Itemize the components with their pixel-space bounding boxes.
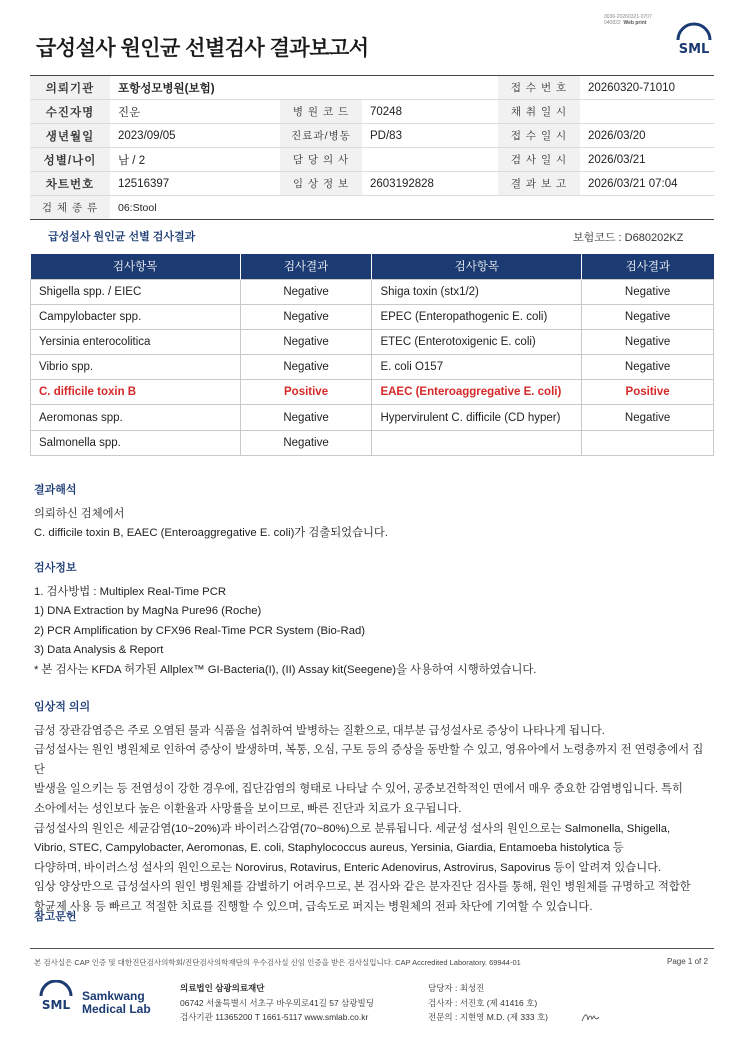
info-row-birth — [30, 124, 714, 148]
brand-name: Samkwang Medical Lab — [82, 989, 151, 1016]
clinical-line: Vibrio, STEC, Campylobacter, Aeromonas, E. coli, Staphylococcus aureus, Yersinia, Giardia, Entamoeba histolytica 등 — [34, 842, 624, 855]
page-title: 급성설사 원인균 선별검사 결과보고서 — [36, 37, 369, 60]
references-heading: 참고문헌 — [34, 911, 77, 923]
method-line: 2) PCR Amplification by CFX96 Real-Time PCR System (Bio-Rad) — [34, 624, 366, 637]
test-item-positive: C. difficile toxin B — [31, 380, 241, 405]
test-result-positive: Positive — [582, 380, 714, 405]
clinical-line: 다양하며, 바이러스성 설사의 원인으로는 Norovirus, Rotavirus, Enteric Adenovirus, Astrovirus, Sapovirus 등이 알려져 있습니다. — [34, 861, 662, 874]
header-result-1: 검사결과 — [240, 254, 372, 279]
label-birth-date: 생년월일 — [30, 124, 110, 147]
test-item: Yersinia enterocolitica — [31, 329, 241, 354]
value-report-date: 2026/03/21 07:04 — [588, 177, 678, 190]
test-result: Negative — [582, 355, 714, 380]
references-section — [34, 908, 714, 932]
info-row-sex-age — [30, 148, 714, 172]
test-item: ETEC (Enterotoxigenic E. coli) — [372, 329, 582, 354]
label-report-date: 결 과 보 고 — [498, 172, 580, 195]
patient-info-table — [30, 75, 714, 220]
value-clinical-info: 2603192828 — [370, 177, 434, 190]
test-result: Negative — [582, 279, 714, 304]
test-item: Shigella spp. / EIEC — [31, 279, 241, 304]
label-receipt-no: 접 수 번 호 — [498, 76, 580, 99]
table-row-positive — [31, 380, 714, 405]
test-result: Negative — [240, 355, 372, 380]
footer-divider — [30, 948, 714, 949]
interpretation-section — [34, 481, 714, 544]
test-item: E. coli O157 — [372, 355, 582, 380]
header-result-2: 검사결과 — [582, 254, 714, 279]
org-address: 06742 서울특별시 서초구 바우뫼로41길 57 삼광빌딩 — [180, 997, 374, 1008]
method-heading: 검사정보 — [34, 562, 77, 574]
label-doctor: 담 당 의 사 — [280, 148, 362, 171]
clinical-heading: 임상적 의의 — [34, 701, 91, 713]
method-line: 1) DNA Extraction by MagNa Pure96 (Roche) — [34, 605, 262, 618]
info-row-chart — [30, 172, 714, 196]
method-line: 3) Data Analysis & Report — [34, 644, 164, 657]
svg-text:SML: SML — [678, 42, 710, 57]
value-birth-date: 2023/09/05 — [118, 129, 176, 142]
value-specimen-type: 06:Stool — [118, 201, 157, 214]
accreditation-note: 본 검사실은 CAP 인증 및 대한진단검사의학회/진단검사의학재단의 우수검사실 신임 인증을 받은 검사실입니다. CAP Accredited Laboratory. 69944-01 — [34, 958, 521, 967]
info-row-specimen — [30, 196, 714, 220]
label-collection-date: 채 취 일 시 — [498, 100, 580, 123]
value-test-date: 2026/03/21 — [588, 153, 646, 166]
table-row — [31, 405, 714, 430]
method-line: 1. 검사방법 : Multiplex Real-Time PCR — [34, 585, 227, 598]
label-hospital-code: 병 원 코 드 — [280, 100, 362, 123]
value-hospital-code: 70248 — [370, 105, 402, 118]
label-test-date: 검 사 일 시 — [498, 148, 580, 171]
clinical-line: 급성설사는 원인 병원체로 인하여 증상이 발생하며, 복통, 오심, 구토 등의 증상을 동반할 수 있고, 영유아에서 노령층까지 전 연령층에서 집단 — [34, 744, 704, 776]
test-result: Negative — [582, 405, 714, 430]
test-result: Negative — [582, 329, 714, 354]
value-receipt-date: 2026/03/20 — [588, 129, 646, 142]
test-result: Negative — [240, 329, 372, 354]
svg-text:SML: SML — [41, 998, 71, 1012]
clinical-line: 소아에서는 성인보다 높은 이환율과 사망률을 보이므로, 빠른 진단과 치료가 요구됩니다. — [34, 802, 462, 815]
value-receipt-no: 20260320-71010 — [588, 81, 675, 94]
interpretation-heading: 결과해석 — [34, 484, 77, 496]
results-section-title: 급성설사 원인균 선별 검사결과 — [48, 231, 196, 243]
test-result: Negative — [240, 279, 372, 304]
test-item: Vibrio spp. — [31, 355, 241, 380]
test-item: Shiga toxin (stx1/2) — [372, 279, 582, 304]
table-row — [31, 304, 714, 329]
staff-line: 검사자 : 서진호 (제 41416 호) — [428, 997, 538, 1008]
clinical-line: 급성설사의 원인은 세균감염(10~20%)과 바이러스감염(70~80%)으로 분류됩니다. 세균성 설사의 원인으로는 Salmonella, Shigella, — [34, 822, 671, 835]
value-doctor — [362, 148, 498, 171]
test-item: EPEC (Enteropathogenic E. coli) — [372, 304, 582, 329]
test-result — [582, 430, 714, 455]
sml-logo-icon — [36, 980, 76, 1020]
page-number: Page 1 of 2 — [667, 957, 708, 966]
label-specimen-type: 검 체 종 류 — [30, 196, 110, 219]
test-item: Aeromonas spp. — [31, 405, 241, 430]
method-section — [34, 559, 714, 681]
staff-line: 전문의 : 지현영 M.D. (제 333 호) — [428, 1012, 549, 1022]
label-clinical-info: 임 상 정 보 — [280, 172, 362, 195]
test-item: Hypervirulent C. difficile (CD hyper) — [372, 405, 582, 430]
sml-logo-icon — [672, 22, 716, 66]
staff-line: 담당자 : 최성진 — [428, 983, 485, 993]
info-row-patient — [30, 100, 714, 124]
org-contact: 검사기관 11365200 T 1661-5117 www.smlab.co.kr — [180, 1012, 369, 1022]
test-item: Campylobacter spp. — [31, 304, 241, 329]
value-sex-age: 남 / 2 — [118, 154, 146, 167]
results-header-row — [31, 254, 714, 279]
signature-icon — [580, 1010, 600, 1024]
value-collection-date — [580, 100, 714, 123]
table-row — [31, 329, 714, 354]
test-item-positive: EAEC (Enteroaggregative E. coli) — [372, 380, 582, 405]
clinical-line: 급성 장관감염증은 주로 오염된 물과 식품을 섭취하여 발병하는 질환으로, 대부분 급성설사로 증상이 나타나게 됩니다. — [34, 724, 605, 737]
table-row — [31, 355, 714, 380]
value-department: PD/83 — [370, 129, 402, 142]
label-sex-age: 성별/나이 — [30, 148, 110, 171]
header-test-item-1: 검사항목 — [31, 254, 241, 279]
clinical-line: 발생을 일으키는 등 전염성이 강한 경우에, 집단감염의 형태로 나타날 수 있어, 공중보건학적인 면에서 매우 중요한 감염병입니다. 특히 — [34, 783, 683, 796]
document-id: 3036-20260321-0707 040822 Web print — [604, 14, 652, 26]
staff-info — [428, 981, 548, 1025]
label-requester: 의뢰기관 — [30, 76, 110, 99]
header-test-item-2: 검사항목 — [372, 254, 582, 279]
test-result-positive: Positive — [240, 380, 372, 405]
table-row — [31, 430, 714, 455]
info-row-requester — [30, 76, 714, 100]
interpretation-line: 의뢰하신 검체에서 — [34, 507, 125, 520]
test-item: Salmonella spp. — [31, 430, 241, 455]
org-name: 의료법인 삼광의료재단 — [180, 983, 265, 993]
organization-info — [180, 981, 374, 1025]
value-patient-name: 진운 — [118, 106, 141, 119]
value-chart-no: 12516397 — [118, 177, 170, 190]
label-chart-no: 차트번호 — [30, 172, 110, 195]
test-item — [372, 430, 582, 455]
test-result: Negative — [240, 405, 372, 430]
interpretation-line: C. difficile toxin B, EAEC (Enteroaggregative E. coli)가 검출되었습니다. — [34, 527, 388, 540]
label-receipt-date: 접 수 일 시 — [498, 124, 580, 147]
label-patient-name: 수진자명 — [30, 100, 110, 123]
value-requester: 포항성모병원(보험) — [118, 82, 215, 95]
clinical-line: 임상 양상만으로 급성설사의 원인 병원체를 감별하기 어려우므로, 본 검사와 같은 분자진단 검사를 통해, 원인 병원체를 규명하고 적합한 — [34, 881, 691, 894]
insurance-code: 보험코드 : D680202KZ — [573, 232, 684, 244]
label-department: 진료과/병동 — [280, 124, 362, 147]
test-result: Negative — [582, 304, 714, 329]
table-row — [31, 279, 714, 304]
clinical-section — [34, 698, 714, 918]
test-result: Negative — [240, 430, 372, 455]
clinical-line: 항균제 사용 등 빠르고 적절한 치료를 진행할 수 있으며, 급속도로 퍼지는 병원체의 전파 차단에 기여할 수 있습니다. — [34, 900, 593, 913]
method-line: * 본 검사는 KFDA 허가된 Allplex™ GI-Bacteria(I), (II) Assay kit(Seegene)을 사용하여 시행하였습니다. — [34, 663, 537, 676]
test-result: Negative — [240, 304, 372, 329]
results-table — [30, 254, 714, 456]
